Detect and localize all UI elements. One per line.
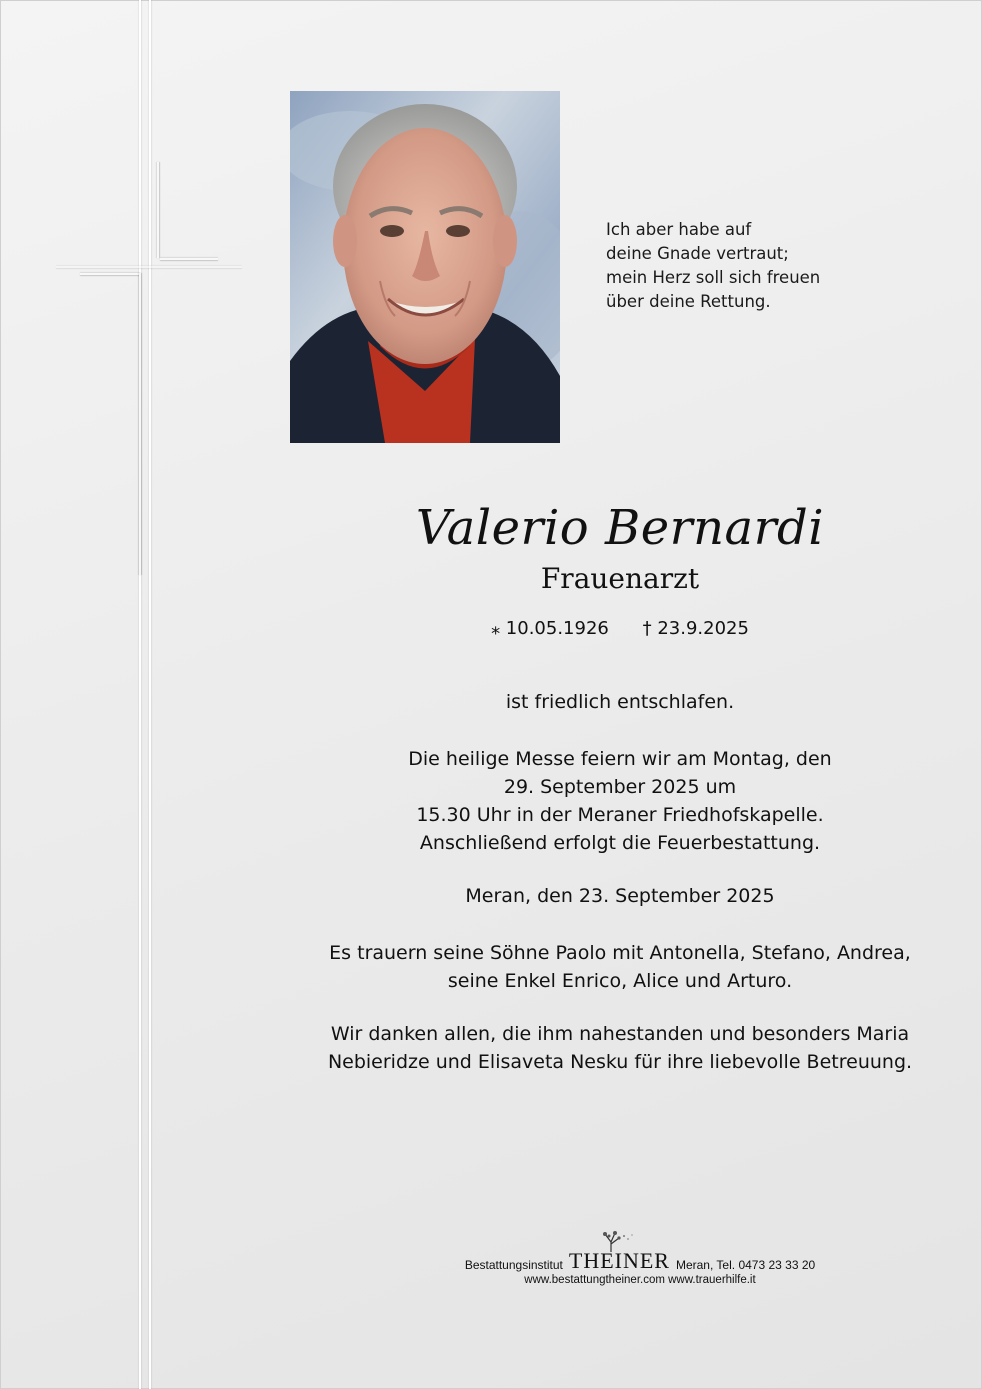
footer-contact: Meran, Tel. 0473 23 33 20 — [675, 1258, 816, 1272]
decorative-line-right — [149, 0, 151, 1389]
thanks — [300, 1020, 940, 1076]
birth-date: ⁎ 10.05.1926 — [491, 618, 609, 639]
funeral-home-brand: THEINER — [568, 1248, 670, 1273]
place-date — [300, 882, 940, 910]
psalm-verse — [606, 218, 886, 314]
tree-icon — [597, 1230, 637, 1252]
cross-icon-bar-right — [160, 258, 218, 260]
mourners-line: seine Enkel Enrico, Alice und Arturo. — [447, 970, 793, 992]
cross-icon-lower-stem — [139, 273, 141, 575]
funeral-home-footer — [300, 1250, 980, 1286]
thanks-line: Nebieridze und Elisaveta Nesku für ihre liebevolle Betreuung. — [327, 1051, 913, 1073]
thanks-line: Wir danken allen, die ihm nahestanden und besonders Maria — [330, 1023, 910, 1045]
mass-line: Die heilige Messe feiern wir am Montag, den — [408, 748, 832, 770]
mourners-line: Es trauern seine Söhne Paolo mit Antonella, Stefano, Andrea, — [329, 942, 911, 964]
decorative-line-left — [139, 0, 141, 1389]
psalm-line: deine Gnade vertraut; — [606, 244, 789, 263]
death-date: † 23.9.2025 — [642, 618, 749, 639]
psalm-line: mein Herz soll sich freuen — [606, 268, 821, 287]
psalm-line: Ich aber habe auf — [606, 220, 752, 239]
deceased-name: Valerio Bernardi — [415, 500, 825, 556]
life-dates — [320, 618, 920, 639]
mourners — [300, 939, 940, 995]
place-date-line: Meran, den 23. September 2025 — [465, 885, 775, 907]
deceased-profession: Frauenarzt — [540, 562, 700, 595]
footer-websites: www.bestattungtheiner.com www.trauerhilfe.it — [524, 1274, 756, 1286]
passed-away-text — [300, 688, 940, 716]
mass-details — [300, 745, 940, 857]
funeral-home-logo — [569, 1250, 670, 1272]
cross-icon-bar-faint — [56, 266, 242, 268]
portrait-photo — [290, 91, 560, 443]
mass-line: 15.30 Uhr in der Meraner Friedhofskapelle. — [416, 804, 824, 826]
passed-away-line: ist friedlich entschlafen. — [505, 691, 735, 713]
cross-icon-bar-left — [80, 273, 140, 275]
psalm-line: über deine Rettung. — [606, 292, 771, 311]
cross-icon-upper-stem — [157, 162, 159, 258]
footer-prefix: Bestattungsinstitut — [464, 1258, 563, 1272]
mass-line: 29. September 2025 um — [503, 776, 737, 798]
mass-line: Anschließend erfolgt die Feuerbestattung. — [419, 832, 821, 854]
